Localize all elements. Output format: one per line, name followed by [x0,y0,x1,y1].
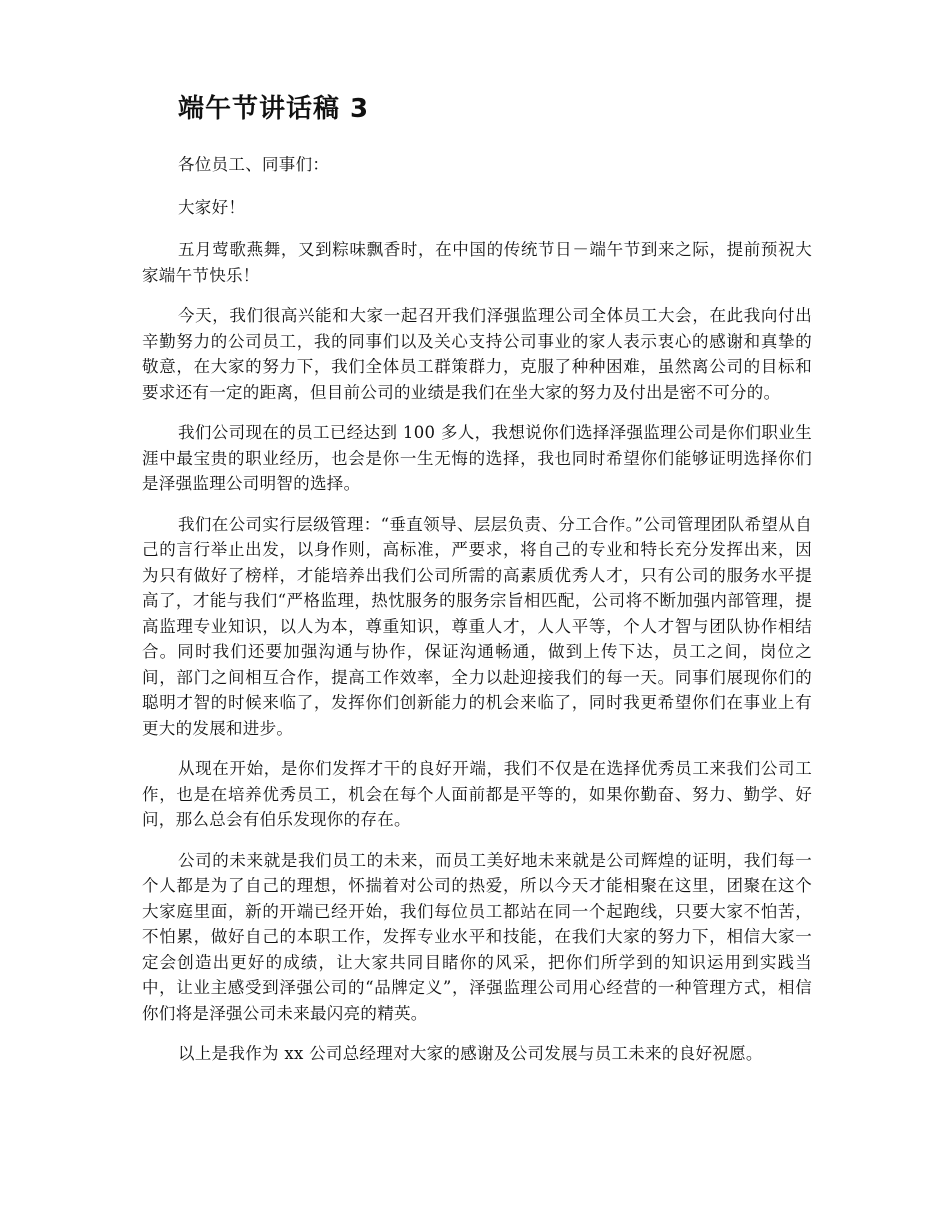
body-paragraph: 我们在公司实行层级管理：“垂直领导、层层负责、分工合作。”公司管理团队希望从自己的言行举止出发，以身作则，高标准，严要求，将自己的专业和特长充分发挥出来，因为只有做好了榜样，才能培养出我们公司所需的高素质优秀人才，只有公司的服务水平提高了，才能与我们“严格监理，热忱服务的服务宗旨相匹配，公司将不断加强内部管理，提高监理专业知识，以人为本，尊重知识，尊重人才，人人平等，个人才智与团队协作相结合。同时我们还要加强沟通与协作，保证沟通畅通，做到上传下达，员工之间，岗位之间，部门之间相互合作，提高工作效率，全力以赴迎接我们的每一天。同事们展现你们的聪明才智的时候来临了，发挥你们创新能力的机会来临了，同时我更希望你们在事业上有更大的发展和进步。 [142,514,812,738]
body-paragraph: 从现在开始，是你们发挥才干的良好开端，我们不仅是在选择优秀员工来我们公司工作，也是在培养优秀员工，机会在每个人面前都是平等的，如果你勤奋、努力、勤学、好问，那么总会有伯乐发现你的存在。 [142,759,812,829]
body-paragraph: 我们公司现在的员工已经达到 100 多人，我想说你们选择泽强监理公司是你们职业生涯中最宝贵的职业经历，也会是你一生无悔的选择，我也同时希望你们能够证明选择你们是泽强监理公司明智的选择。 [142,423,812,493]
document-title: 端午节讲话稿 3 [178,94,370,124]
closing-paragraph: 以上是我作为 xx 公司总经理对大家的感谢及公司发展与员工未来的良好祝愿。 [178,1044,763,1063]
body-paragraph: 今天，我们很高兴能和大家一起召开我们泽强监理公司全体员工大会，在此我向付出辛勤努力的公司员工，我的同事们以及关心支持公司事业的家人表示衷心的感谢和真挚的敬意，在大家的努力下，我们全体员工群策群力，克服了种种困难，虽然离公司的目标和要求还有一定的距离，但目前公司的业绩是我们在坐大家的努力及付出是密不可分的。 [142,306,812,402]
greeting-paragraph: 大家好！ [178,197,246,217]
salutation-paragraph: 各位员工、同事们： [178,155,330,174]
document-body [142,152,812,1082]
body-paragraph: 公司的未来就是我们员工的未来，而员工美好地未来就是公司辉煌的证明，我们每一个人都是为了自己的理想，怀揣着对公司的热爱，所以今天才能相聚在这里，团聚在这个大家庭里面，新的开端已经开始，我们每位员工都站在同一个起跑线，只要大家不怕苦，不怕累，做好自己的本职工作，发挥专业水平和技能，在我们大家的努力下，相信大家一定会创造出更好的成绩，让大家共同目睹你的风采，把你们所学到的知识运用到实践当中，让业主感受到泽强公司的“品牌定义”，泽强监理公司用心经营的一种管理方式，相信你们将是泽强公司未来最闪亮的精英。 [142,850,812,1023]
body-paragraph: 五月莺歌燕舞，又到粽味飘香时，在中国的传统节日－端午节到来之际，提前预祝大家端午节快乐！ [142,240,812,285]
